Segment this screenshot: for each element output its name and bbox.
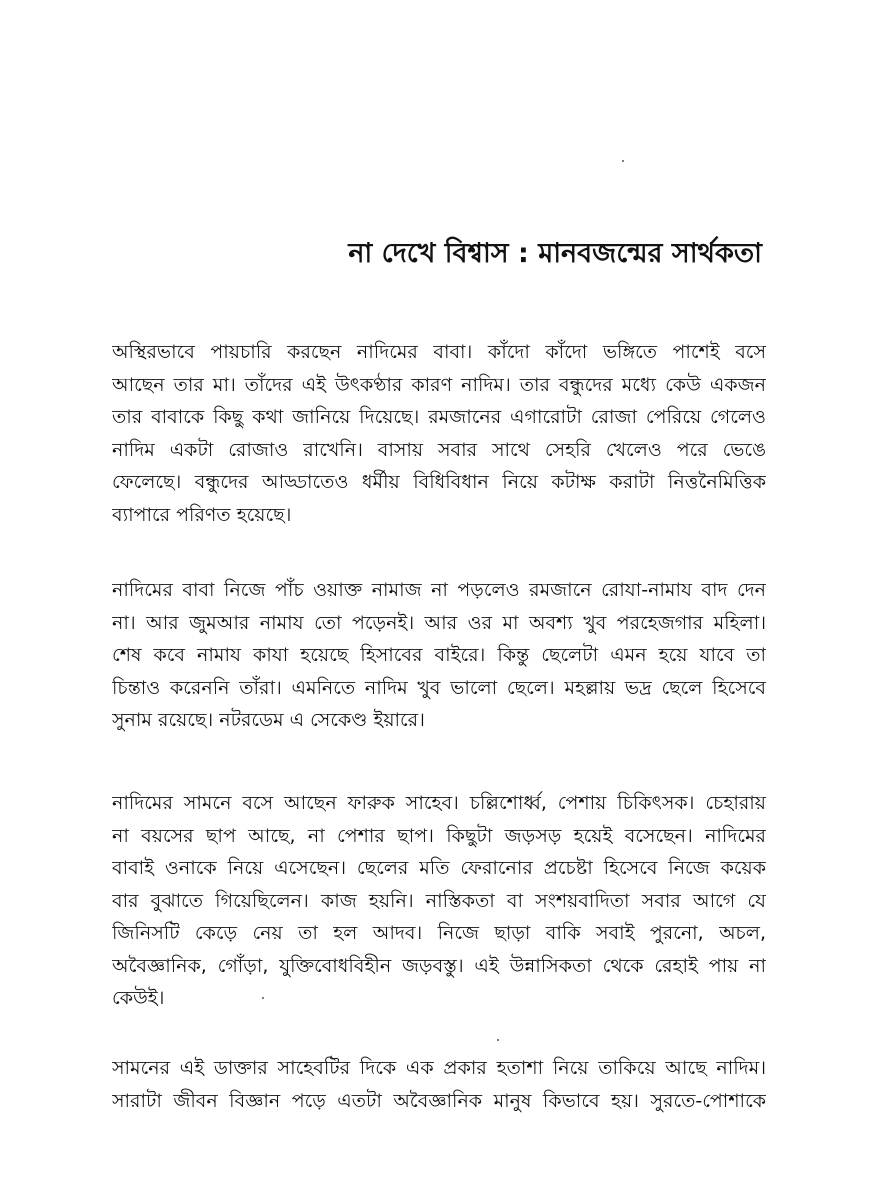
scan-speck (622, 160, 624, 162)
paragraph-line: নাদিমের বাবা নিজে পাঁচ ওয়াক্ত নামাজ না পড়লেও রমজানে রোযা-নামায বাদ দেন (112, 579, 766, 601)
paragraph-line: অস্থিরভাবে পায়চারি করছেন নাদিমের বাবা। কাঁদো কাঁদো ভঙ্গিতে পাশেই বসে (112, 341, 766, 363)
paragraph-3 (112, 787, 766, 1015)
paragraph-line: চিন্তাও করেননি তাঁরা। এমনিতে নাদিম খুব ভালো ছেলে। মহল্লায় ভদ্র ছেলে হিসেবে (112, 676, 766, 699)
chapter-title: না দেখে বিশ্বাস : মানবজন্মের সার্থকতা (348, 238, 762, 269)
paragraph-line: বাবাই ওনাকে নিয়ে এসেছেন। ছেলের মতি ফেরানোর প্রচেষ্টা হিসেবে নিজে কয়েক (112, 857, 766, 879)
paragraph-line: না। আর জুমআর নামায তো পড়েনই। আর ওর মা অবশ্য খুব পরহেজগার মহিলা। (112, 611, 766, 634)
paragraph-line: ফেলেছে। বন্ধুদের আড্ডাতেও ধর্মীয় বিধিবিধান নিয়ে কটাক্ষ করাটা নিত্তনৈমিত্তিক (112, 471, 766, 493)
paragraph-2 (112, 574, 766, 737)
paragraph-line: তার বাবাকে কিছু কথা জানিয়ে দিয়েছে। রমজানের এগারোটা রোজা পেরিয়ে গেলেও (112, 406, 766, 428)
paragraph-line: ব্যাপারে পরিণত হয়েছে। (112, 503, 292, 526)
paragraph-1 (112, 336, 766, 531)
paragraph-line: অবৈজ্ঞানিক, গোঁড়া, যুক্তিবোধবিহীন জড়বস্তু। এই উন্নাসিকতা থেকে রেহাই পায় না (112, 954, 766, 977)
scan-speck (262, 997, 264, 999)
paragraph-line: সামনের এই ডাক্তার সাহেবটির দিকে এক প্রকার হতাশা নিয়ে তাকিয়ে আছে নাদিম। (112, 1057, 766, 1079)
paragraph-line: নাদিম একটা রোজাও রাখেনি। বাসায় সবার সাথে সেহরি খেলেও পরে ভেঙে (112, 438, 766, 461)
paragraph-4 (112, 1052, 766, 1117)
paragraph-line: সারাটা জীবন বিজ্ঞান পড়ে এতটা অবৈজ্ঞানিক মানুষ কিভাবে হয়। সুরতে-পোশাকে (112, 1089, 766, 1112)
paragraph-line: শেষ কবে নামায কাযা হয়েছে হিসাবের বাইরে। কিন্তু ছেলেটা এমন হয়ে যাবে তা (112, 644, 766, 666)
paragraph-line: সুনাম রয়েছে। নটরডেম এ সেকেণ্ড ইয়ারে। (112, 709, 425, 731)
paragraph-line: নাদিমের সামনে বসে আছেন ফারুক সাহেব। চল্লিশোর্ধ্ব, পেশায় চিকিৎসক। চেহারায় (112, 792, 766, 814)
paragraph-line: বার বুঝাতে গিয়েছিলেন। কাজ হয়নি। নাস্তিকতা বা সংশয়বাদিতা সবার আগে যে (112, 889, 766, 912)
paragraph-line: জিনিসটি কেড়ে নেয় তা হল আদব। নিজে ছাড়া বাকি সবাই পুরনো, অচল, (112, 922, 766, 944)
paragraph-line: আছেন তার মা। তাঁদের এই উৎকণ্ঠার কারণ নাদিম। তার বন্ধুদের মধ্যে কেউ একজন (112, 373, 766, 396)
scan-speck (497, 1039, 499, 1041)
paragraph-line: না বয়সের ছাপ আছে, না পেশার ছাপ। কিছুটা জড়সড় হয়েই বসেছেন। নাদিমের (112, 824, 766, 847)
paragraph-line: কেউই। (112, 987, 165, 1009)
